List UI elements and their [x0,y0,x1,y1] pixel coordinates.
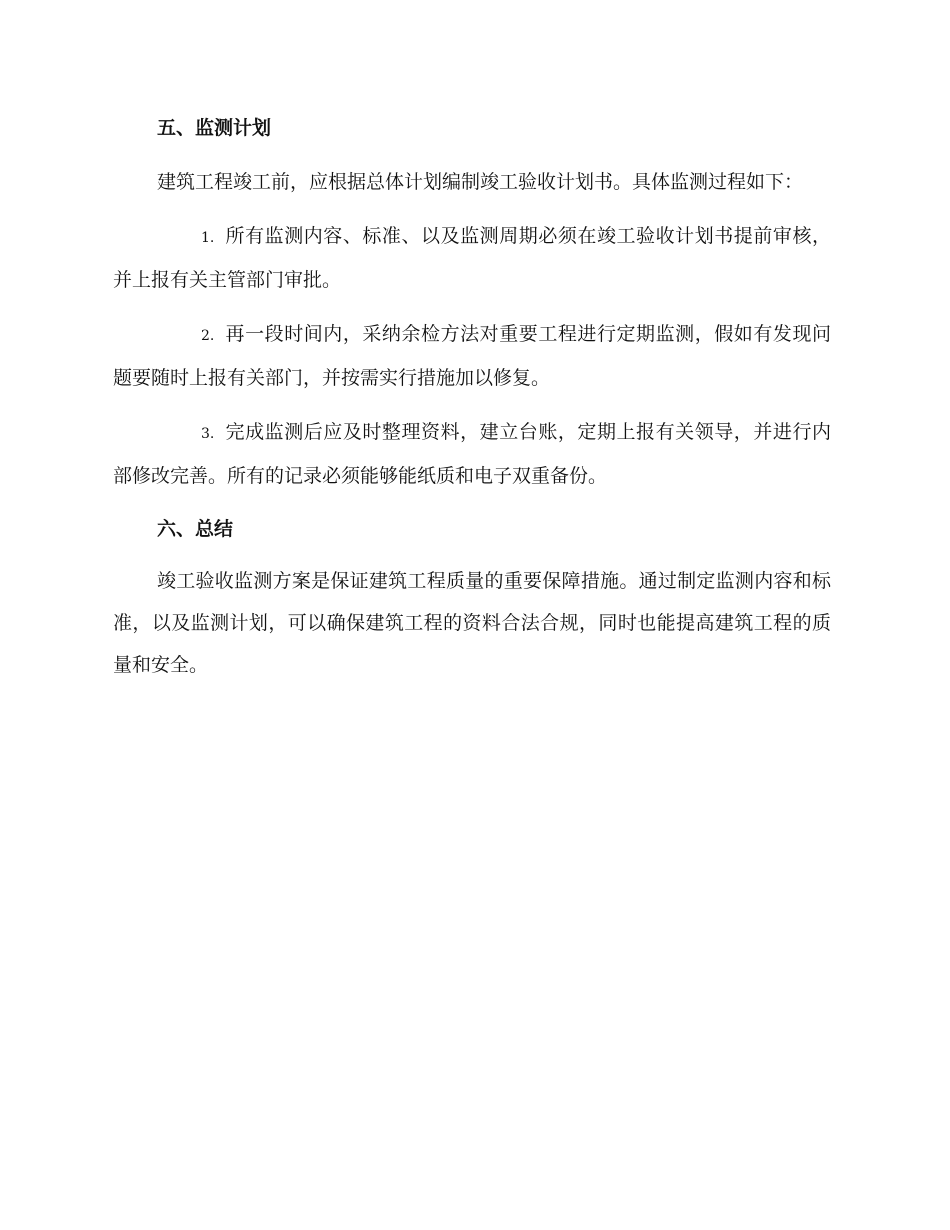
section-heading-summary: 六、总结 [157,518,234,540]
list-item [113,411,831,497]
list-item-text: 完成监测后应及时整理资料，建立台账，定期上报有关领导，并进行内部修改完善。所有的记录必须能够能纸质和电子双重备份。 [113,421,831,487]
list-item-text: 再一段时间内，采纳余检方法对重要工程进行定期监测，假如有发现问题要随时上报有关部门，并按需实行措施加以修复。 [113,323,831,389]
section-heading-monitoring-plan: 五、监测计划 [157,117,272,139]
document-body [113,108,831,686]
monitoring-plan-intro: 建筑工程竣工前，应根据总体计划编制竣工验收计划书。具体监测过程如下： [157,171,804,193]
list-item [113,215,831,301]
list-item-number: 3. [201,426,215,442]
list-item-number: 1. [201,230,215,246]
list-item [113,313,831,399]
list-item-number: 2. [201,328,215,344]
list-item-text: 所有监测内容、标准、以及监测周期必须在竣工验收计划书提前审核，并上报有关主管部门审批。 [113,225,831,291]
summary-paragraph: 竣工验收监测方案是保证建筑工程质量的重要保障措施。通过制定监测内容和标准，以及监测计划，可以确保建筑工程的资料合法合规，同时也能提高建筑工程的质量和安全。 [113,570,831,676]
